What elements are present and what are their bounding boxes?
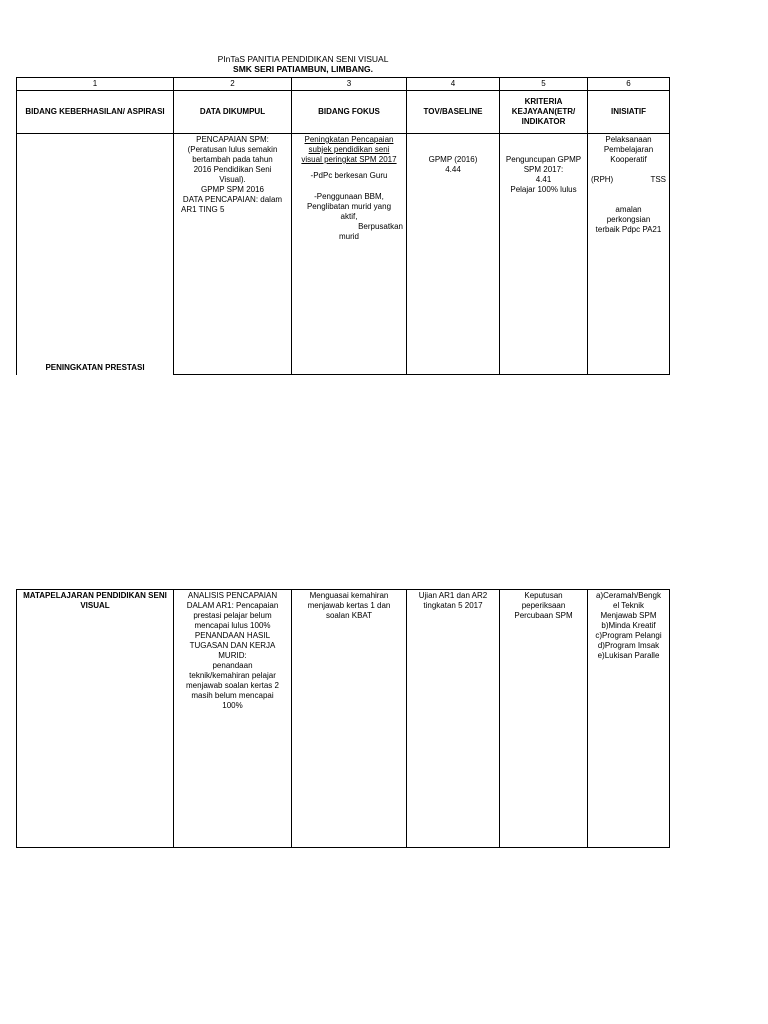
cell-tov: [407, 134, 500, 375]
data-line: Visual).: [219, 175, 246, 184]
fokus-item: -Penggunaan BBM,: [314, 192, 384, 201]
school-name: SMK SERI PATIAMBUN, LIMBANG.: [233, 64, 373, 74]
fokus-item: murid: [338, 232, 359, 241]
column-number: 5: [500, 78, 588, 91]
cell-bidang: [17, 134, 174, 375]
table-row: [17, 590, 670, 848]
fokus-line: Menguasai kemahiran: [309, 591, 389, 600]
cell-data: [174, 134, 292, 375]
cell-kriteria: [500, 134, 588, 375]
inisiatif-line: amalan: [615, 205, 642, 214]
kriteria-line: Keputusan: [524, 591, 563, 600]
cell-inisiatif: [588, 134, 670, 375]
data-line: teknik/kemahiran pelajar: [189, 671, 276, 680]
fokus-heading-line: visual peringkat SPM 2017: [301, 155, 397, 164]
cell-fokus: [292, 590, 407, 848]
header-data: DATA DIKUMPUL: [174, 91, 292, 134]
column-number-row: [17, 78, 670, 91]
fokus-heading-line: subjek pendidikan seni: [308, 145, 390, 154]
tov-line: GPMP (2016): [428, 155, 478, 164]
document-title: PInTaS PANITIA PENDIDIKAN SENI VISUAL: [217, 54, 389, 64]
data-line: menjawab soalan kertas 2: [186, 681, 279, 690]
column-number: 2: [174, 78, 292, 91]
inisiatif-line: e)Lukisan Paralle: [597, 651, 660, 660]
column-number: 4: [407, 78, 500, 91]
data-line: ANALISIS PENCAPAIAN: [187, 591, 278, 600]
fokus-item: -PdPc berkesan Guru: [310, 171, 388, 180]
data-line: AR1 TING 5: [181, 205, 225, 214]
data-line: DATA PENCAPAIAN: dalam: [182, 195, 283, 204]
data-line: (Peratusan lulus semakin: [187, 145, 278, 154]
header-tov: TOV/BASELINE: [407, 91, 500, 134]
fokus-heading-line: Peningkatan Pencapaian: [304, 135, 394, 144]
inisiatif-line: Kooperatif: [610, 155, 647, 164]
inisiatif-line: c)Program Pelangi: [595, 631, 662, 640]
plan-table-continued: [16, 589, 670, 848]
data-line: masih belum mencapai: [191, 691, 274, 700]
data-line: PENANDAAN HASIL: [194, 631, 271, 640]
fokus-line: soalan KBAT: [325, 611, 373, 620]
inisiatif-line: d)Program Imsak: [597, 641, 660, 650]
data-line: prestasi pelajar belum: [193, 611, 272, 620]
data-line: 2016 Pendidikan Seni: [193, 165, 272, 174]
inisiatif-line: Pembelajaran: [603, 145, 654, 154]
inisiatif-rph-row: [591, 175, 666, 185]
fokus-item: Penglibatan murid yang: [306, 202, 392, 211]
cell-inisiatif: [588, 590, 670, 848]
kriteria-line: Penguncupan GPMP: [505, 155, 582, 164]
data-line: bertambah pada tahun: [192, 155, 273, 164]
inisiatif-line: Pelaksanaan: [605, 135, 652, 144]
fokus-item: aktif,: [340, 212, 358, 221]
data-line: TUGASAN DAN KERJA: [189, 641, 276, 650]
table-row: [17, 134, 670, 375]
data-line: penandaan: [212, 661, 253, 670]
header-fokus: BIDANG FOKUS: [292, 91, 407, 134]
tov-line: Ujian AR1 dan AR2: [418, 591, 488, 600]
header-row: [17, 91, 670, 134]
bidang-text: PENINGKATAN PRESTASI: [45, 362, 145, 372]
plan-table: [16, 77, 670, 375]
tov-line: tingkatan 5 2017: [423, 601, 483, 610]
column-number: 3: [292, 78, 407, 91]
kriteria-line: 4.41: [535, 175, 552, 184]
kriteria-line: Percubaan SPM: [514, 611, 573, 620]
kriteria-line: peperiksaan: [521, 601, 566, 610]
inisiatif-rph: (RPH): [591, 175, 614, 184]
inisiatif-tss: TSS: [650, 175, 666, 184]
inisiatif-line: a)Ceramah/Bengk: [596, 591, 661, 600]
cell-tov: [407, 590, 500, 848]
header-bidang: BIDANG KEBERHASILAN/ ASPIRASI: [17, 91, 174, 134]
data-line: 100%: [222, 701, 243, 710]
cell-data: [174, 590, 292, 848]
data-line: MURID:: [218, 651, 247, 660]
cell-bidang: MATAPELAJARAN PENDIDIKAN SENI VISUAL: [17, 590, 174, 848]
cell-fokus: [292, 134, 407, 375]
inisiatif-line: b)Minda Kreatif: [601, 621, 656, 630]
data-line: mencapai lulus 100%: [194, 621, 271, 630]
fokus-line: menjawab kertas 1 dan: [307, 601, 391, 610]
column-number: 6: [588, 78, 670, 91]
fokus-item: Berpusatkan: [358, 222, 403, 231]
kriteria-line: Pelajar 100% lulus: [510, 185, 577, 194]
inisiatif-line: perkongsian: [606, 215, 651, 224]
inisiatif-line: terbaik Pdpc PA21: [595, 225, 662, 234]
inisiatif-line: Menjawab SPM: [600, 611, 657, 620]
cell-kriteria: [500, 590, 588, 848]
data-line: DALAM AR1: Pencapaian: [186, 601, 279, 610]
data-line: GPMP SPM 2016: [201, 185, 264, 194]
kriteria-line: SPM 2017:: [523, 165, 564, 174]
tov-line: 4.44: [445, 165, 461, 174]
data-line: PENCAPAIAN SPM:: [196, 135, 269, 144]
header-kriteria: KRITERIA KEJAYAAN(ETR/ INDIKATOR: [500, 91, 588, 134]
header-inisiatif: INISIATIF: [588, 91, 670, 134]
inisiatif-line: el Teknik: [613, 601, 644, 610]
column-number: 1: [17, 78, 174, 91]
